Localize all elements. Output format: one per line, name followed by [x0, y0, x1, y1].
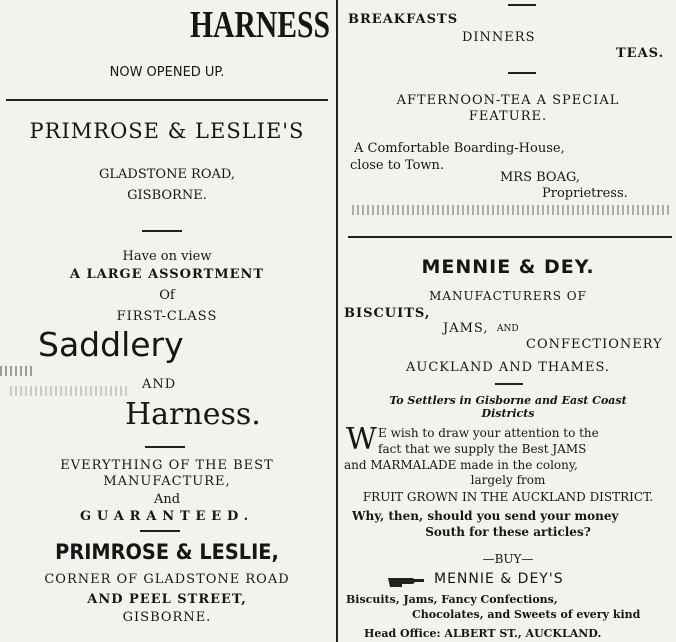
- breakfasts-text: BREAKFASTS: [348, 12, 459, 27]
- mennie-dey-heading: MENNIE & DEY.: [421, 256, 595, 278]
- ornament-dash: [142, 230, 182, 232]
- to-settlers-line-2: Districts: [481, 407, 535, 420]
- dinners-text: DINNERS: [462, 30, 536, 45]
- print-smudge: [0, 366, 34, 376]
- and-text-2: And: [153, 492, 181, 507]
- ornament-dash: [508, 4, 536, 6]
- afternoon-tea-text: AFTERNOON-TEA A SPECIAL: [396, 93, 620, 108]
- harness-header: HARNESS: [190, 4, 331, 46]
- confectionery-text: CONFECTIONERY: [526, 337, 663, 352]
- teas-text: TEAS.: [616, 46, 665, 61]
- proprietress-text: Proprietress.: [542, 186, 628, 201]
- column-divider: [336, 0, 338, 642]
- of-text: Of: [159, 288, 175, 303]
- ornament-dash: [145, 446, 185, 448]
- jams-text: JAMS,: [443, 321, 489, 336]
- wish-line-3: and MARMALADE made in the colony,: [344, 458, 578, 472]
- section-rule: [6, 99, 328, 101]
- harness-display: Harness.: [125, 397, 261, 432]
- ornament-dash: [508, 72, 536, 74]
- print-smudge: [10, 386, 130, 396]
- corner-line-3: GISBORNE.: [122, 610, 212, 625]
- corner-line-2: AND PEEL STREET,: [87, 592, 247, 607]
- buy-text: —BUY—: [482, 552, 534, 566]
- auckland-thames-text: AUCKLAND AND THAMES.: [405, 360, 611, 375]
- and-text: AND: [142, 377, 177, 392]
- mennie-dey-s-text: MENNIE & DEY'S: [434, 571, 564, 587]
- everything-line-1: EVERYTHING OF THE BEST: [60, 458, 274, 473]
- firm-name-footer: PRIMROSE & LESLIE,: [55, 540, 279, 564]
- fruit-grown-text: FRUIT GROWN IN THE AUCKLAND DISTRICT.: [362, 490, 654, 504]
- first-class-text: FIRST-CLASS: [116, 309, 218, 324]
- ornament-dash: [495, 383, 523, 385]
- now-opened-text: NOW OPENED UP.: [109, 65, 225, 80]
- to-settlers-line-1: To Settlers in Gisborne and East Coast: [389, 394, 627, 407]
- wish-line-2: fact that we supply the Best JAMS: [378, 442, 587, 456]
- address-line-1: GLADSTONE ROAD,: [99, 167, 235, 182]
- pointing-hand-icon: [386, 573, 426, 589]
- everything-line-2: MANUFACTURE,: [103, 474, 231, 489]
- wish-line-4: largely from: [470, 473, 546, 487]
- biscuits-text: BISCUITS,: [344, 306, 431, 321]
- saddlery-text: Saddlery: [38, 325, 184, 364]
- products-line-2: Chocolates, and Sweets of every kind: [412, 608, 641, 621]
- drop-cap-w: W: [346, 422, 377, 457]
- section-rule: [348, 236, 672, 238]
- and-small-text: AND: [497, 324, 519, 334]
- feature-text: FEATURE.: [468, 109, 548, 124]
- head-office-text: Head Office: ALBERT ST., AUCKLAND.: [364, 627, 602, 640]
- mrs-boag-text: MRS BOAG,: [500, 170, 581, 185]
- print-smudge: [352, 205, 670, 215]
- comfortable-line-1: A Comfortable Boarding-House,: [354, 141, 565, 156]
- ornament-dash: [140, 530, 180, 532]
- firm-name-heading: PRIMROSE & LESLIE'S: [29, 119, 305, 143]
- comfortable-line-2: close to Town.: [350, 158, 445, 173]
- corner-line-1: CORNER OF GLADSTONE ROAD: [44, 572, 290, 587]
- large-assortment: A LARGE ASSORTMENT: [69, 267, 265, 282]
- why-line-1: Why, then, should you send your money: [352, 509, 619, 523]
- why-line-2: South for these articles?: [425, 525, 591, 539]
- products-line-1: Biscuits, Jams, Fancy Confections,: [346, 593, 558, 606]
- left-column: [0, 0, 334, 642]
- wish-line-1: E wish to draw your attention to the: [378, 426, 599, 440]
- have-on-view: Have on view: [122, 249, 212, 264]
- guaranteed-text: GUARANTEED.: [79, 509, 255, 524]
- right-column: [340, 0, 676, 642]
- manufacturers-of-text: MANUFACTURERS OF: [429, 289, 587, 303]
- address-line-2: GISBORNE.: [127, 188, 207, 203]
